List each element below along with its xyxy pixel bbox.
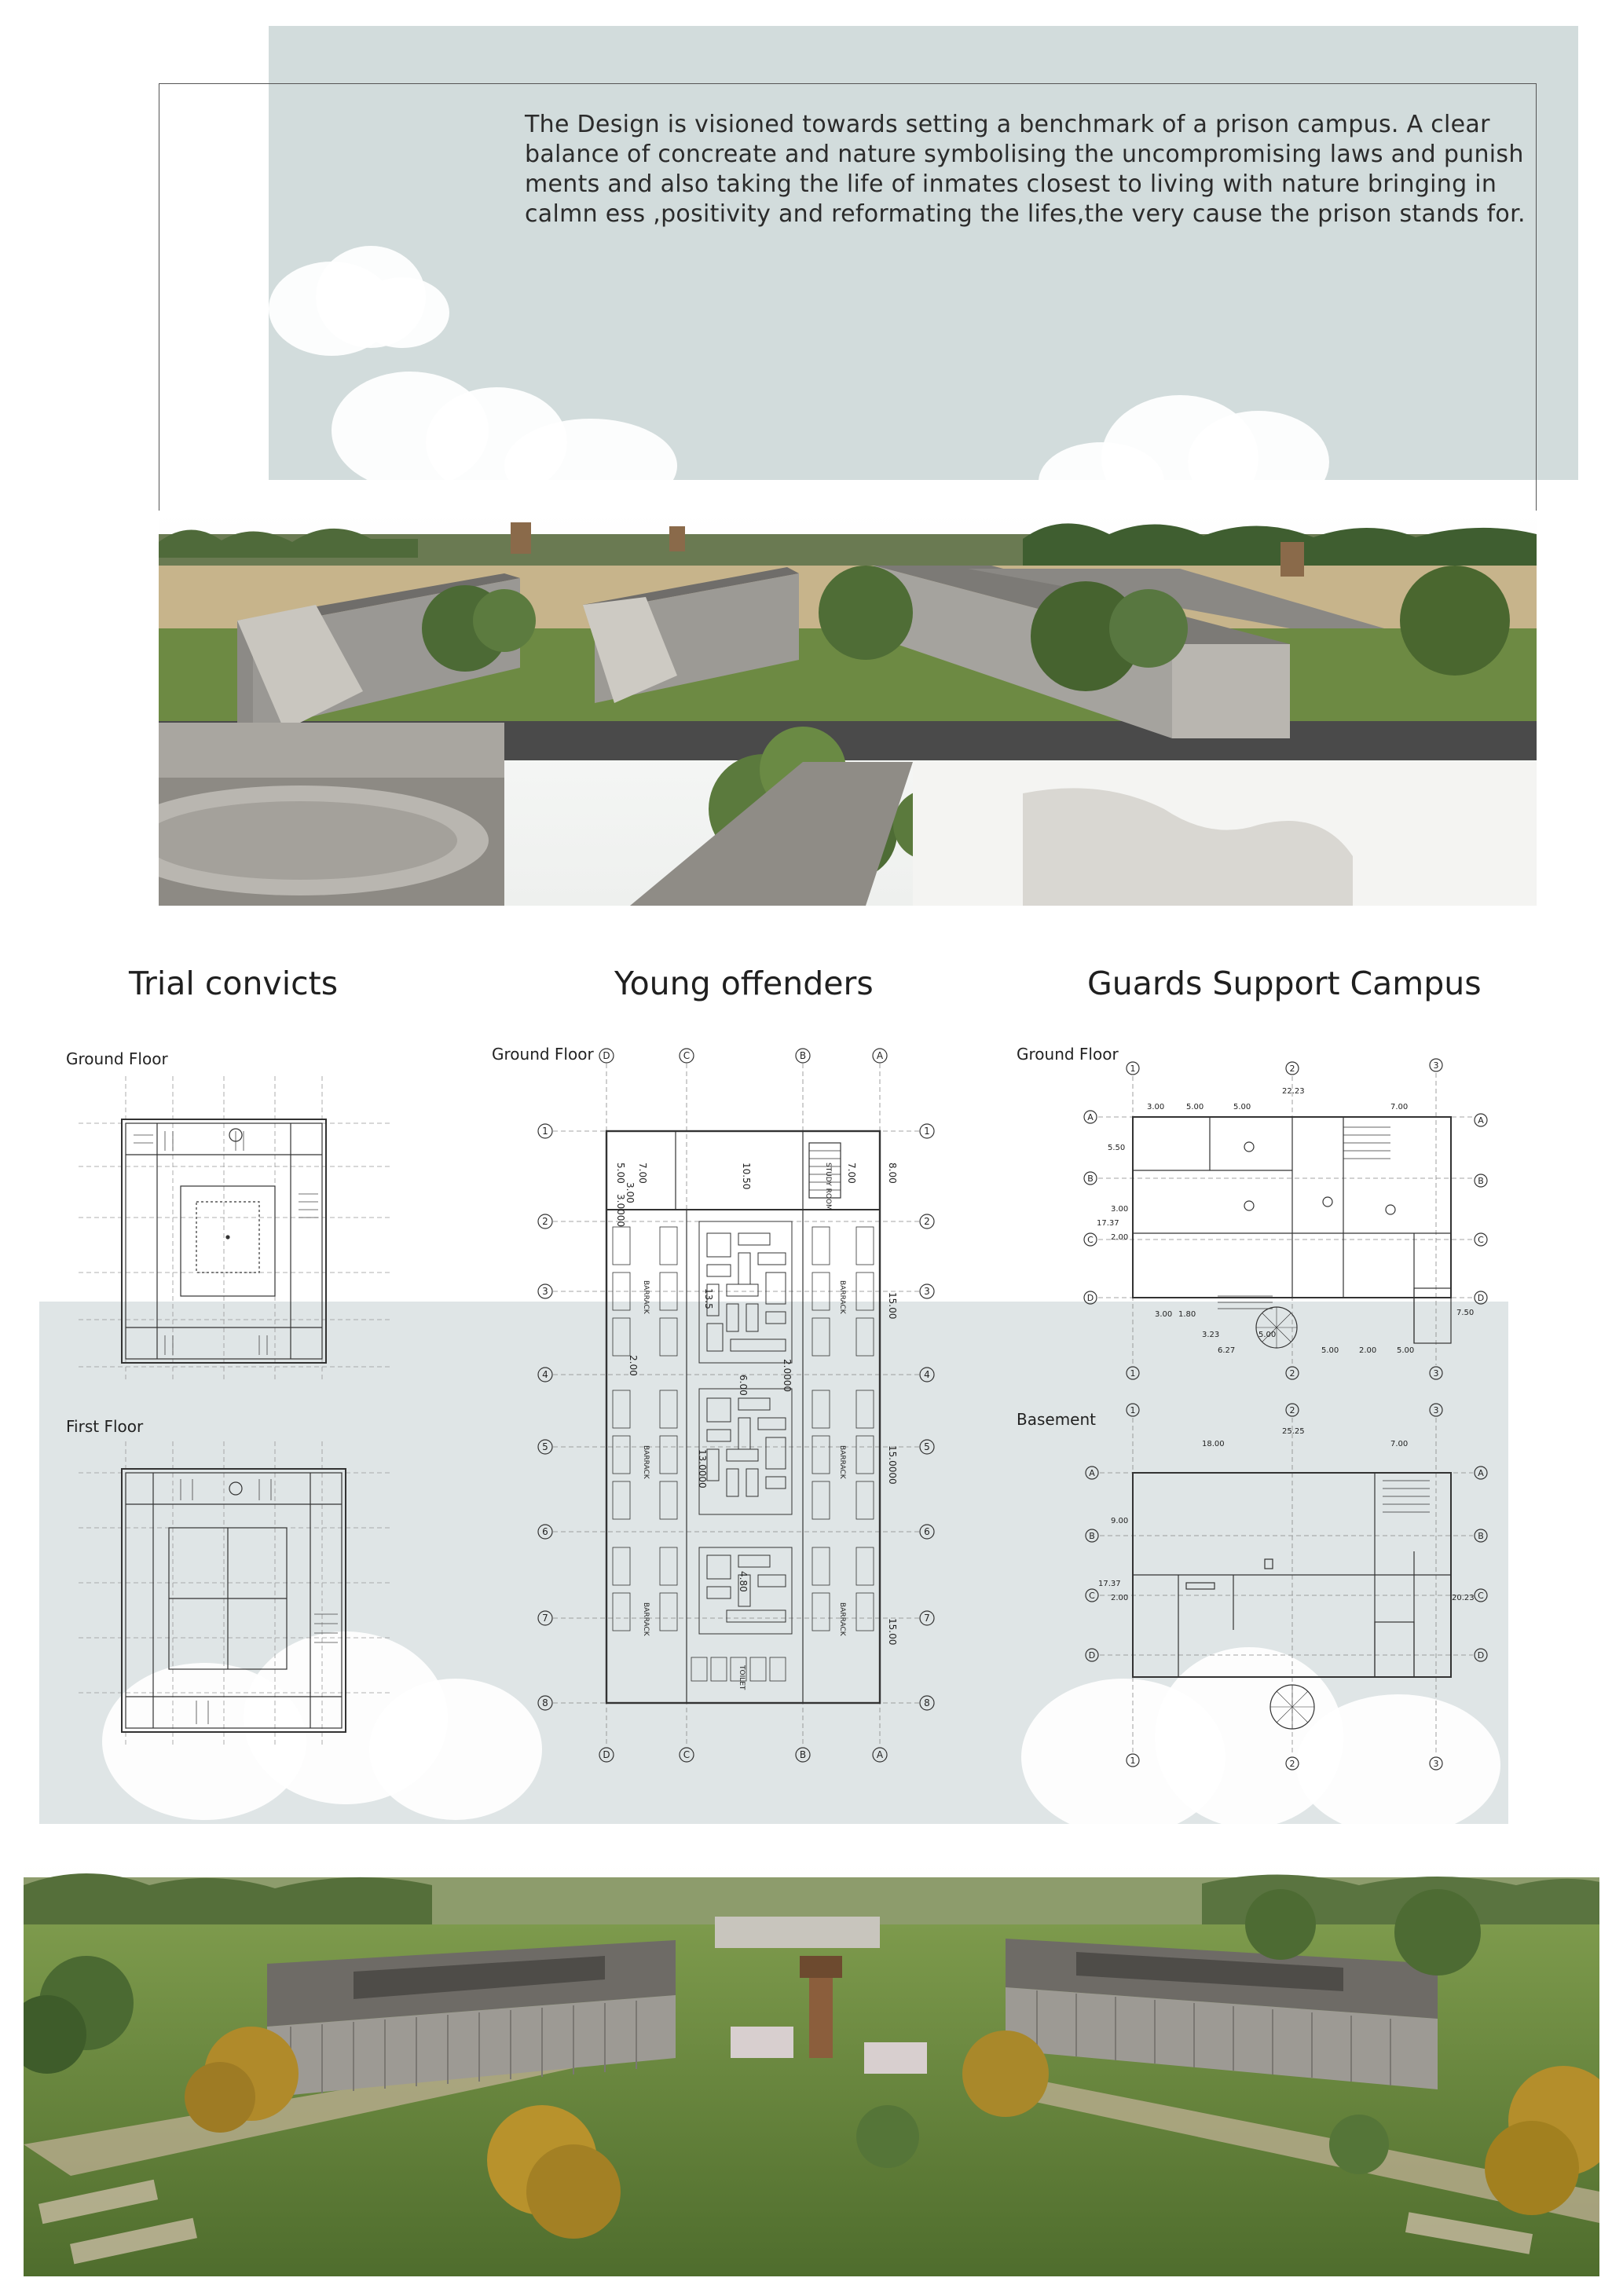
- young-grid-number: 2: [542, 1216, 548, 1227]
- young-grid-letter: A: [876, 1749, 884, 1760]
- guards-gf-dim: 5.00: [1397, 1346, 1415, 1355]
- section-title-trial-convicts: Trial convicts: [129, 965, 339, 1002]
- guards-grid-letter: C: [1478, 1235, 1484, 1245]
- guards-bs-dim: 25.25: [1282, 1427, 1305, 1436]
- young-dimension: 3.00: [625, 1182, 636, 1203]
- guards-grid-number: 2: [1289, 1405, 1295, 1415]
- guards-grid-number: 3: [1433, 1405, 1439, 1415]
- young-room-label: BARRACK: [642, 1445, 650, 1479]
- young-grid-number: 8: [924, 1697, 930, 1708]
- section-title-guards-support-campus: Guards Support Campus: [1087, 965, 1482, 1002]
- guards-ground-floor-label: Ground Floor: [1017, 1045, 1119, 1064]
- guards-gf-dim: 3.00: [1155, 1310, 1173, 1319]
- guards-grid-number: 3: [1433, 1060, 1439, 1071]
- trial-ground-floor-plan: [79, 1076, 393, 1382]
- guards-bs-dim: 20.23: [1452, 1594, 1475, 1602]
- young-dimension: 7.00: [846, 1163, 857, 1184]
- young-grid-number: 4: [542, 1369, 548, 1380]
- guards-gf-dim: 17.37: [1097, 1219, 1119, 1228]
- guards-grid-number: 1: [1130, 1405, 1136, 1415]
- young-grid-number: 7: [542, 1613, 548, 1624]
- young-grid-letter: D: [603, 1749, 610, 1760]
- guards-gf-dim: 22.23: [1282, 1087, 1305, 1096]
- guards-grid-letter: C: [1087, 1235, 1094, 1245]
- young-dimension: 2.0000: [782, 1359, 793, 1392]
- young-grid-number: 5: [924, 1441, 930, 1452]
- young-dimension: 10.50: [741, 1163, 752, 1190]
- guards-gf-dim: 2.00: [1359, 1346, 1377, 1355]
- young-dimension: 15.00: [887, 1292, 898, 1320]
- young-grid-number: 1: [924, 1126, 930, 1137]
- young-grid-letter: C: [683, 1749, 691, 1760]
- young-dimension: 15.0000: [887, 1445, 898, 1485]
- guards-grid-letter: D: [1086, 1293, 1094, 1303]
- guards-gf-dim: 5.00: [1233, 1103, 1251, 1111]
- young-dimension: 6.00: [738, 1375, 749, 1396]
- young-room-label: BARRACK: [838, 1445, 846, 1479]
- young-grid-number: 8: [542, 1697, 548, 1708]
- young-dimension: 3.0000: [615, 1194, 626, 1227]
- guards-grid-number: 2: [1289, 1064, 1295, 1074]
- guards-basement-label: Basement: [1017, 1410, 1097, 1429]
- guards-grid-number: 3: [1433, 1759, 1439, 1769]
- guards-gf-dim: 5.00: [1186, 1103, 1204, 1111]
- guards-grid-letter: A: [1087, 1112, 1094, 1122]
- young-dimension: 13.0000: [697, 1449, 708, 1489]
- young-dimension: 4.80: [738, 1571, 749, 1592]
- guards-gf-dim: 3.00: [1147, 1103, 1165, 1111]
- young-grid-letters-top: [599, 1049, 887, 1063]
- guards-grid-letter: C: [1089, 1591, 1095, 1601]
- trial-first-floor-label: First Floor: [66, 1417, 144, 1436]
- guards-bs-dim: 17.37: [1098, 1580, 1121, 1588]
- guards-grid-letter: A: [1089, 1468, 1095, 1478]
- top-render-barracks: [159, 511, 1537, 906]
- young-grid-number: 5: [542, 1441, 548, 1452]
- young-grid-number: 3: [924, 1286, 930, 1297]
- young-grid-number: 2: [924, 1216, 930, 1227]
- trial-first-floor-plan: [79, 1441, 393, 1748]
- young-dimension: 2.00: [628, 1355, 639, 1376]
- guards-grid-number: 1: [1130, 1368, 1136, 1379]
- trial-ground-floor-label: Ground Floor: [66, 1049, 168, 1068]
- guards-gf-dim: 2.00: [1111, 1233, 1129, 1242]
- young-grid-letter: B: [799, 1749, 807, 1760]
- young-dimension: 15.00: [887, 1618, 898, 1646]
- young-grid-letter: A: [876, 1050, 884, 1061]
- guards-grid-letter: B: [1087, 1174, 1094, 1184]
- section-title-young-offenders: Young offenders: [614, 965, 874, 1002]
- guards-grid-number: 1: [1130, 1064, 1136, 1074]
- guards-gf-dim: 7.50: [1456, 1309, 1475, 1317]
- guards-grid-letter: B: [1089, 1531, 1095, 1541]
- guards-grid-letter: D: [1477, 1293, 1485, 1303]
- young-grid-letter: D: [603, 1050, 610, 1061]
- young-ground-floor-plan: [534, 1045, 958, 1775]
- young-grid-number: 6: [542, 1526, 548, 1537]
- young-grid-number: 4: [924, 1369, 930, 1380]
- young-grid-number: 7: [924, 1613, 930, 1624]
- young-dimension: 13.5: [703, 1288, 714, 1309]
- intro-paragraph: The Design is visioned towards setting a benchmark of a prison campus. A clear balance of concreate and nature symbolising the uncompromising laws and punish ments and also taking the life of inmates closest to living with nature bringing in calmn ess ,positivity and reformating the lifes,the very cause the prison stands for.: [525, 111, 1526, 228]
- bottom-render-aerial: [24, 1862, 1599, 2276]
- young-grid-letter: C: [683, 1050, 691, 1061]
- guards-grid-letter: D: [1088, 1650, 1096, 1661]
- guards-gf-dim: 3.23: [1202, 1331, 1220, 1339]
- guards-grid-letter: A: [1478, 1115, 1484, 1126]
- young-dimension: 5.00: [615, 1163, 626, 1184]
- guards-grid-number: 2: [1289, 1759, 1295, 1769]
- young-room-label: BARRACK: [838, 1280, 846, 1314]
- guards-grid-letter: B: [1478, 1176, 1484, 1186]
- guards-gf-dim: 5.00: [1321, 1346, 1339, 1355]
- guards-grid-letter: A: [1478, 1468, 1484, 1478]
- young-grid-letter: B: [799, 1050, 807, 1061]
- guards-grid-number: 3: [1433, 1368, 1439, 1379]
- young-grid-number: 3: [542, 1286, 548, 1297]
- young-room-label: BARRACK: [642, 1602, 650, 1636]
- guards-bs-dim: 18.00: [1202, 1440, 1225, 1448]
- young-room-label: STUDY ROOM: [824, 1163, 832, 1210]
- young-dimension: 7.00: [637, 1163, 648, 1184]
- guards-gf-dim: 5.50: [1108, 1144, 1126, 1152]
- guards-grid-number: 1: [1130, 1756, 1136, 1766]
- guards-ground-floor-plan: [1076, 1053, 1500, 1382]
- guards-gf-dim: 3.00: [1111, 1205, 1129, 1214]
- guards-gf-dim: 5.00: [1258, 1331, 1277, 1339]
- guards-gf-dim: 7.00: [1390, 1103, 1409, 1111]
- guards-bs-dim: 7.00: [1390, 1440, 1409, 1448]
- guards-grid-letter: B: [1478, 1531, 1484, 1541]
- young-grid-number: 6: [924, 1526, 930, 1537]
- guards-bs-dim: 9.00: [1111, 1517, 1129, 1525]
- guards-grid-letter: D: [1477, 1650, 1485, 1661]
- young-room-label: BARRACK: [642, 1280, 650, 1314]
- guards-basement-plan: [1076, 1394, 1500, 1771]
- guards-bs-dim: 2.00: [1111, 1594, 1129, 1602]
- young-grid-number: 1: [542, 1126, 548, 1137]
- young-room-label: BARRACK: [838, 1602, 846, 1636]
- young-room-label: TOILET: [738, 1665, 746, 1690]
- young-ground-floor-label: Ground Floor: [492, 1045, 594, 1064]
- guards-grid-letter: C: [1478, 1591, 1484, 1601]
- guards-gf-dim: 1.80: [1178, 1310, 1196, 1319]
- guards-gf-dim: 6.27: [1218, 1346, 1236, 1355]
- young-dimension: 8.00: [887, 1163, 898, 1184]
- guards-grid-number: 2: [1289, 1368, 1295, 1379]
